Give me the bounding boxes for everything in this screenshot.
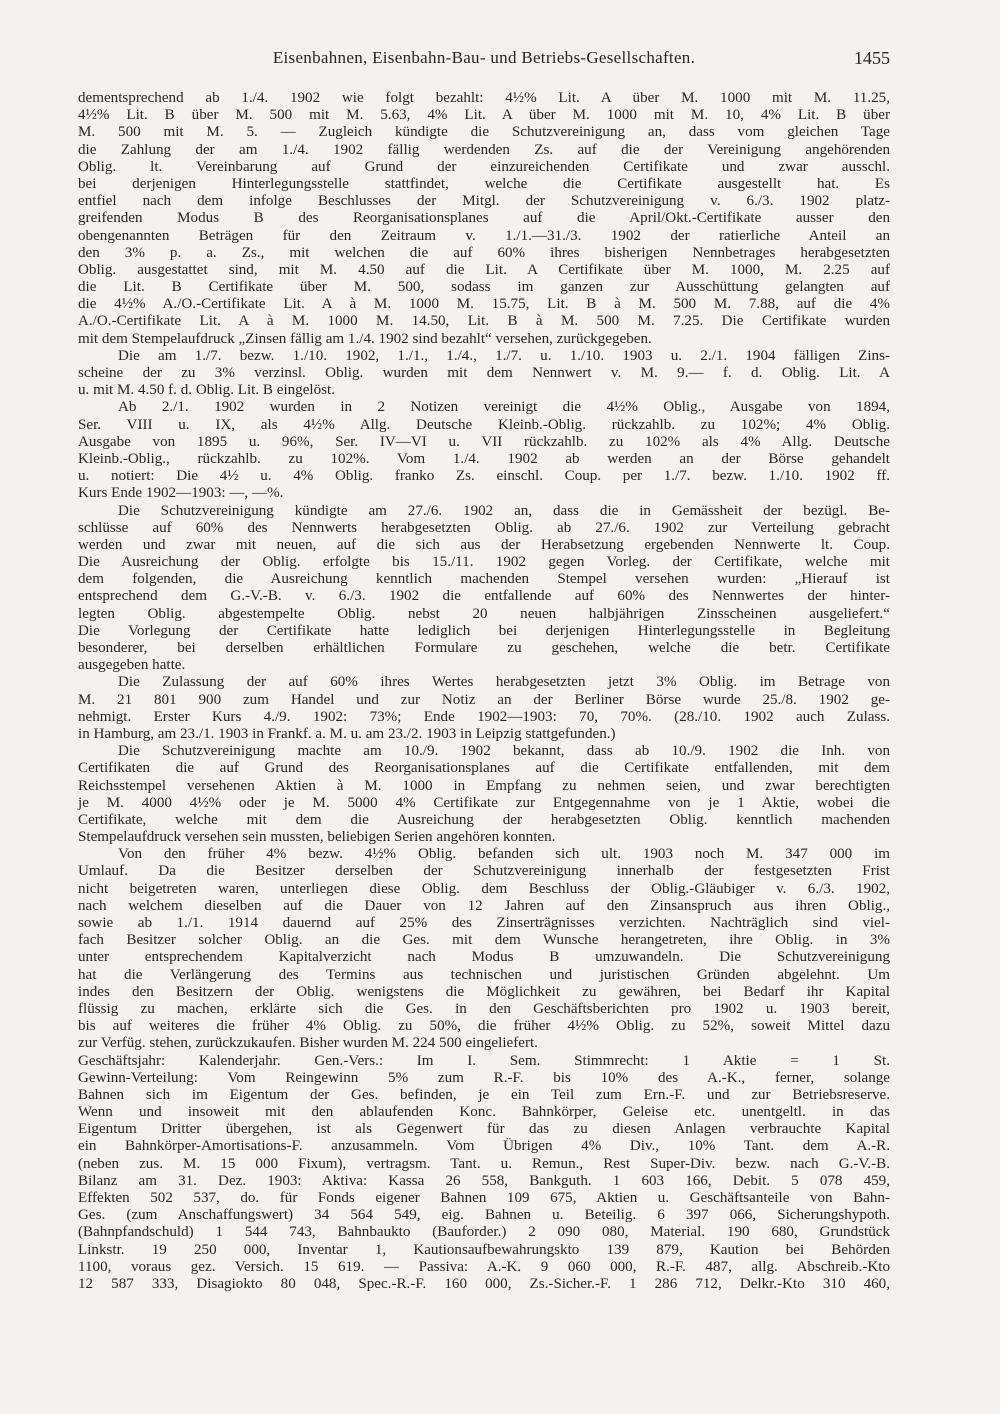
text-line: Effekten 502 537, do. für Fonds eigener Bahnen 109 675, Aktien u. Geschäftsanteile von Bahn- bbox=[78, 1190, 890, 1206]
text-line: Von den früher 4% bezw. 4½% Oblig. befanden sich ult. 1903 noch M. 347 000 im bbox=[118, 846, 890, 863]
body-text bbox=[78, 90, 890, 1293]
text-line: ausgegeben hatte. bbox=[78, 657, 186, 674]
text-line: die Zahlung der am 1./4. 1902 fällig werdenden Zs. auf die der Vereinigung angehörenden bbox=[78, 141, 890, 158]
text-line: Oblig. lt. Vereinbarung auf Grund der einzureichenden Certifikate und zwar ausschl. bbox=[78, 158, 890, 175]
text-line: Kleinb.-Oblig., rückzahlb. zu 102%. Vom 1./4. 1902 ab werden an der Börse gehandelt bbox=[78, 450, 890, 467]
text-line: ein Bahnkörper-Amortisations-F. anzusammeln. Vom Übrigen 4% Div., 10% Tant. dem A.-R. bbox=[78, 1138, 890, 1155]
text-line: A./O.-Certifikate Lit. A à M. 1000 M. 14.50, Lit. B à M. 500 M. 7.25. Die Certifikate wurden bbox=[78, 313, 890, 330]
text-line: je M. 4000 4½% oder je M. 5000 4% Certifikate zur Entgegennahme von je 1 Aktie, wobei die bbox=[78, 794, 890, 811]
text-line: besonderer, bei derselben erhältlichen Formulare zu geschehen, welche die betr. Certifikate bbox=[78, 640, 890, 656]
text-line: die 4½% A./O.-Certifikate Lit. A à M. 1000 M. 15.75, Lit. B à M. 500 M. 7.88, auf die 4% bbox=[78, 296, 890, 313]
text-line: Ausgabe von 1895 u. 96%, Ser. IV—VI u. VII rückzahlb. zu 102% als 4% Allg. Deutsche bbox=[78, 433, 890, 450]
text-line: Geschäftsjahr: Kalenderjahr. Gen.-Vers.: Im I. Sem. Stimmrecht: 1 Aktie = 1 St. bbox=[78, 1052, 890, 1069]
text-line: bei derjenigen Hinterlegungsstelle stattfindet, welche die Certifikate ausgestellt hat. Es bbox=[78, 175, 890, 192]
text-line: Gewinn-Verteilung: Vom Reingewinn 5% zum R.-F. bis 10% des A.-K., ferner, solange bbox=[78, 1069, 890, 1086]
text-line: Bilanz am 31. Dez. 1903: Aktiva: Kassa 26 558, Bankguth. 1 603 166, Debit. 5 078 459, bbox=[78, 1172, 890, 1189]
text-line: unter entsprechendem Kapitalverzicht nach Modus B umzuwandeln. Die Schutzvereinigung bbox=[78, 949, 890, 966]
text-line: Die Zulassung der auf 60% ihres Wertes herabgesetzten jetzt 3% Oblig. im Betrage von bbox=[118, 674, 890, 691]
text-line: nicht beigetreten waren, unterliegen diese Oblig. dem Beschluss der Oblig.-Gläubiger v. 6./3. 1902, bbox=[78, 880, 890, 897]
text-line: 1100, voraus gez. Versich. 15 619. — Passiva: A.-K. 9 060 000, R.-F. 487, allg. Abschreib.-Kto bbox=[78, 1258, 890, 1275]
text-line: mit dem Stempelaufdruck „Zinsen fällig am 1./4. 1902 sind bezahlt“ versehen, zurückgegeben. bbox=[78, 330, 652, 347]
text-line: nach welchem dieselben auf die Dauer von 12 Jahren auf den Zinsanspruch aus ihren Oblig., bbox=[78, 897, 890, 914]
text-line: nehmigt. Erster Kurs 4./9. 1902: 73%; Ende 1902—1903: 70, 70%. (28./10. 1902 auch Zulass. bbox=[78, 708, 890, 725]
text-line: Oblig. ausgestattet sind, mit M. 4.50 auf die Lit. A Certifikate über M. 1000, M. 2.25 auf bbox=[78, 261, 890, 278]
text-line: Reichsstempel versehenen Aktien à M. 1000 in Empfang zu nehmen seien, und zwar berechtigten bbox=[78, 777, 890, 794]
text-line: entsprechend dem G.-V.-B. v. 6./3. 1902 die entfallende auf 60% des Nennwertes der hinter- bbox=[78, 588, 890, 605]
text-line: Ges. (zum Anschaffungswert) 34 564 549, eig. Bahnen u. Beteilig. 6 397 066, Sicherungshypoth. bbox=[78, 1207, 890, 1224]
running-title: Eisenbahnen, Eisenbahn-Bau- und Betriebs-Gesellschaften. bbox=[272, 48, 696, 67]
text-line: entfiel nach dem infolge Beschlusses der Mitgl. der Schutzvereinigung v. 6./3. 1902 platz- bbox=[78, 193, 890, 210]
text-line: die Lit. B Certifikate über M. 500, sodass im ganzen zur Ausschüttung gelangten auf bbox=[78, 279, 890, 296]
text-line: hat die Verlängerung des Termins aus technischen und juristischen Gründen abgelehnt. Um bbox=[78, 966, 890, 983]
text-line: Die am 1./7. bezw. 1./10. 1902, 1./1., 1./4., 1./7. u. 1./10. 1903 u. 2./1. 1904 fälligen Zins- bbox=[118, 347, 890, 364]
page-header bbox=[78, 44, 890, 76]
text-line: M. 500 mit M. 5. — Zugleich kündigte die Schutzvereinigung an, dass vom gleichen Tage bbox=[78, 124, 890, 141]
text-line: Kurs Ende 1902—1903: —, —%. bbox=[78, 485, 284, 502]
text-line: zur Verfüg. stehen, zurückzukaufen. Bisher wurden M. 224 500 eingeliefert. bbox=[78, 1035, 538, 1052]
text-line: in Hamburg, am 23./1. 1903 in Frankf. a. M. u. am 23./2. 1903 in Leipzig stattgefunden.) bbox=[78, 725, 616, 742]
text-line: greifenden Modus B des Reorganisationsplanes auf die April/Okt.-Certifikate ausser den bbox=[78, 210, 890, 227]
text-line: Certifikaten die auf Grund des Reorganisationsplanes auf die Certifikate entfallenden, mit dem bbox=[78, 760, 890, 777]
text-line: 4½% Lit. B über M. 500 mit M. 5.63, 4% Lit. A über M. 1000 mit M. 10, 4% Lit. B über bbox=[78, 107, 890, 124]
text-line: indes den Besitzern der Oblig. wenigstens die Möglichkeit zu gewähren, bei Bedarf ihr Kapital bbox=[78, 983, 890, 1000]
text-line: Umlauf. Da die Besitzer derselben der Schutzvereinigung innerhalb der festgesetzten Frist bbox=[78, 863, 890, 880]
text-line: Certifikate, welche mit dem die Ausreichung der herabgesetzten Oblig. kenntlich machenden bbox=[78, 811, 890, 828]
text-line: u. notiert: Die 4½ u. 4% Oblig. franko Zs. einschl. Coup. per 1./7. bezw. 1./10. 1902 ff. bbox=[78, 468, 890, 485]
text-line: Ab 2./1. 1902 wurden in 2 Notizen vereinigt die 4½% Oblig., Ausgabe von 1894, bbox=[118, 399, 890, 416]
text-line: bis auf weiteres die früher 4% Oblig. zu 50%, die früher 4½% Oblig. zu 52%, soweit Mittel dazu bbox=[78, 1018, 890, 1035]
text-line: Ser. VIII u. IX, als 4½% Allg. Deutsche Kleinb.-Oblig. rückzahlb. zu 102%; 4% Oblig. bbox=[78, 416, 890, 433]
text-line: Die Schutzvereinigung kündigte am 27./6. 1902 an, dass die in Gemässheit der bezügl. Be- bbox=[118, 502, 890, 519]
text-line: den 3% p. a. Zs., mit welchen die auf 60% ihres bisherigen Nennbetrages herabgesetzten bbox=[78, 244, 890, 261]
text-line: fach Besitzer solcher Oblig. an die Ges. mit dem Wunsche herangetreten, ihre Oblig. in 3% bbox=[78, 932, 890, 949]
text-line: Die Schutzvereinigung machte am 10./9. 1902 bekannt, dass ab 10./9. 1902 die Inh. von bbox=[118, 743, 890, 760]
text-line: dem folgenden, die Ausreichung kenntlich machenden Stempel versehen wurden: „Hierauf ist bbox=[78, 571, 890, 588]
text-line: Eigentum Dritter übergehen, ist als Gegenwert für das zu diesen Anlagen verbrauchte Kapital bbox=[78, 1121, 890, 1138]
text-line: u. mit M. 4.50 f. d. Oblig. Lit. B eingelöst. bbox=[78, 382, 336, 399]
text-line: sowie ab 1./1. 1914 dauernd auf 25% des Zinserträgnisses verzichten. Nachträglich sind viel- bbox=[78, 915, 890, 931]
page-number: 1455 bbox=[854, 48, 890, 68]
text-line: Bahnen sich im Eigentum der Ges. befinden, je ein Teil zum Ern.-F. und zur Betriebsreserve. bbox=[78, 1086, 890, 1103]
text-line: (neben zus. M. 15 000 Fixum), vertragsm. Tant. u. Remun., Rest Super-Div. bezw. nach G.-V.-B. bbox=[78, 1155, 890, 1172]
text-line: dementsprechend ab 1./4. 1902 wie folgt bezahlt: 4½% Lit. A über M. 1000 mit M. 11.25, bbox=[78, 90, 890, 106]
text-line: schlüsse auf 60% des Nennwerts herabgesetzten Oblig. ab 27./6. 1902 zur Verteilung gebracht bbox=[78, 519, 890, 536]
text-line: Wenn und insoweit mit den ablaufenden Konc. Bahnkörper, Geleise etc. unentgeltl. in das bbox=[78, 1104, 890, 1121]
text-line: (Bahnpfandschuld) 1 544 743, Bahnbaukto (Bauforder.) 2 090 080, Material. 190 680, Grundstück bbox=[78, 1224, 890, 1241]
text-line: Die Ausreichung der Oblig. erfolgte bis 15./11. 1902 gegen Vorleg. der Certifikate, welche mit bbox=[78, 554, 890, 571]
text-line: flüssig zu machen, erklärte sich die Ges. in den Geschäftsberichten pro 1902 u. 1903 bereit, bbox=[78, 1000, 890, 1017]
text-line: Stempelaufdruck versehen sein mussten, beliebigen Serien angehören konnten. bbox=[78, 829, 556, 846]
text-line: obengenannten Beträgen für den Zeitraum v. 1./1.—31./3. 1902 der ratierliche Anteil an bbox=[78, 227, 890, 244]
text-line: Linkstr. 19 250 000, Inventar 1, Kautionsaufbewahrungskto 139 879, Kaution bei Behörden bbox=[78, 1241, 890, 1258]
text-line: werden und zwar mit neuen, auf die sich aus der Herabsetzung ergebenden Nennwerte lt. Coup. bbox=[78, 536, 890, 553]
text-line: M. 21 801 900 zum Handel und zur Notiz an der Berliner Börse wurde 25./8. 1902 ge- bbox=[78, 691, 890, 708]
text-line: legten Oblig. abgestempelte Oblig. nebst 20 neuen halbjährigen Zinsscheinen ausgeliefert.“ bbox=[78, 605, 890, 622]
text-line: scheine der zu 3% verzinsl. Oblig. wurden mit dem Nennwert v. M. 9.— f. d. Oblig. Lit. A bbox=[78, 365, 890, 381]
text-line: Die Vorlegung der Certifikate hatte lediglich bei derjenigen Hinterlegungsstelle in Begleitung bbox=[78, 622, 890, 639]
text-line: 12 587 333, Disagiokto 80 048, Spec.-R.-F. 160 000, Zs.-Sicher.-F. 1 286 712, Delkr.-Kto 310 460, bbox=[78, 1275, 890, 1292]
